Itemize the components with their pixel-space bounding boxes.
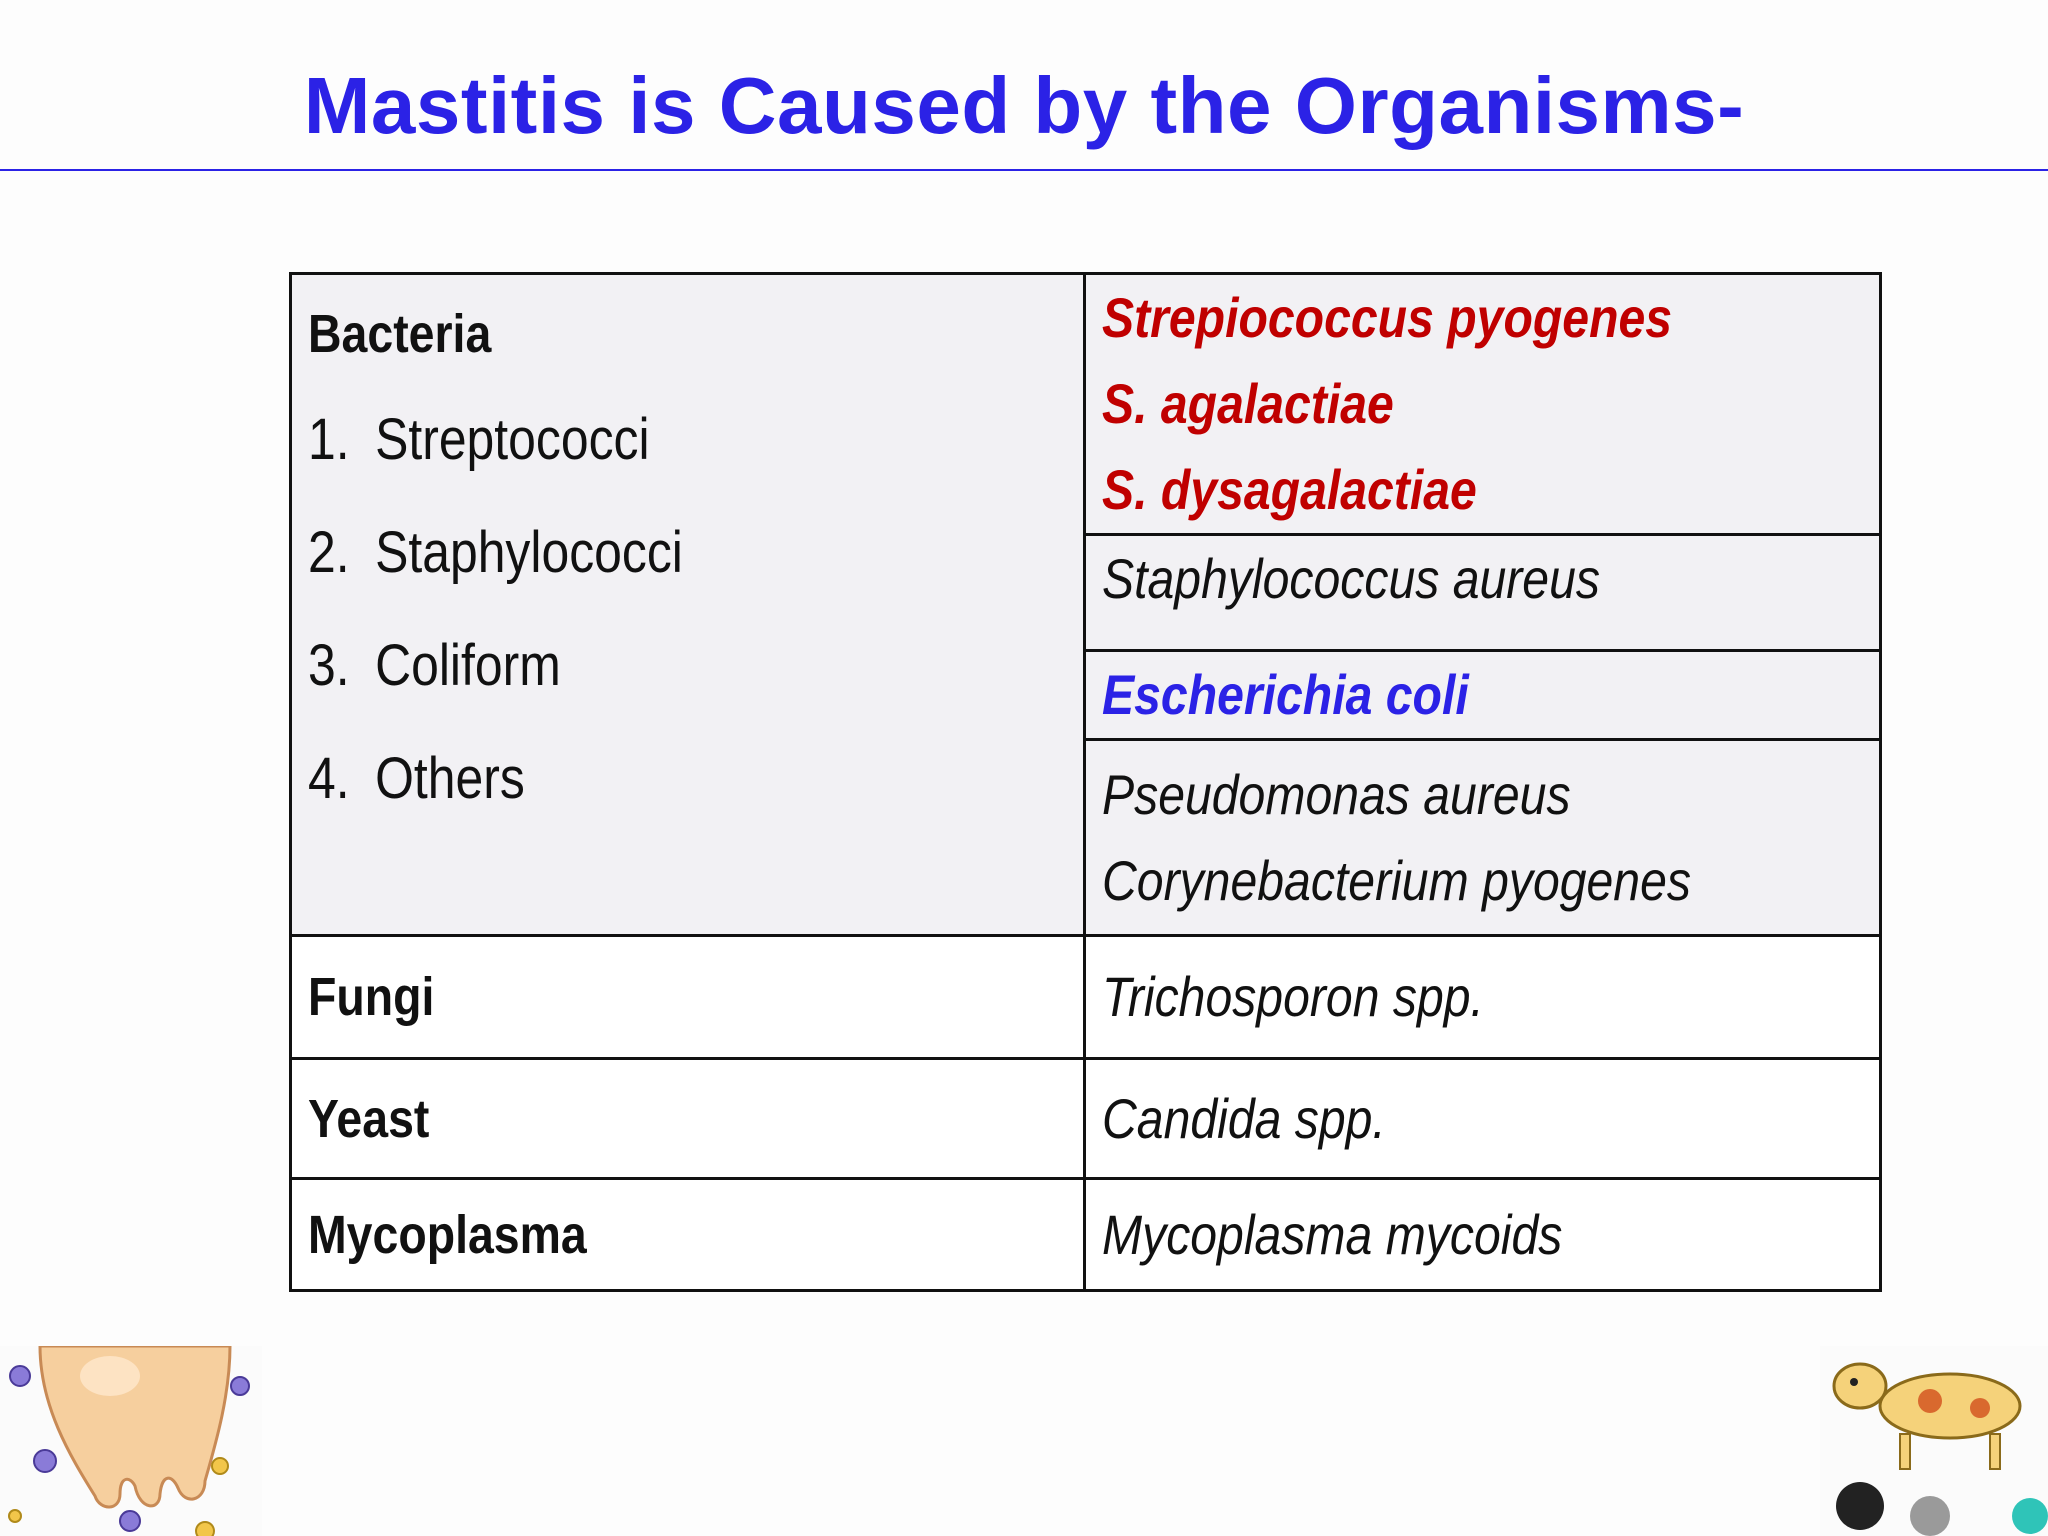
organism-name: Pseudomonas aureus xyxy=(1102,762,1571,826)
streptococci-organisms-cell xyxy=(1085,274,1881,535)
fungi-category-cell xyxy=(291,936,1085,1059)
organism-name: S. agalactiae xyxy=(1102,372,1394,435)
bacteria-list xyxy=(308,405,1067,857)
list-number: 2. xyxy=(308,520,350,585)
list-label: Streptococci xyxy=(375,407,650,472)
cow-illustration xyxy=(1820,1346,2048,1536)
organism-name: Corynebacterium pyogenes xyxy=(1102,848,1691,912)
other-organisms-cell xyxy=(1085,740,1881,936)
organism-name: S. dysagalactiae xyxy=(1102,458,1477,521)
list-item xyxy=(308,405,961,518)
list-number: 3. xyxy=(308,633,350,698)
list-label: Coliform xyxy=(375,633,561,698)
list-item xyxy=(308,518,961,631)
category-label: Fungi xyxy=(308,967,435,1027)
category-label: Mycoplasma xyxy=(308,1204,587,1265)
mycoplasma-category-cell xyxy=(291,1179,1085,1291)
organism-name: Staphylococcus aureus xyxy=(1102,547,1600,610)
list-number: 1. xyxy=(308,407,350,472)
organism-name: Escherichia coli xyxy=(1102,663,1469,726)
bacteria-category-cell xyxy=(291,274,1085,936)
yeast-category-cell xyxy=(291,1059,1085,1179)
list-item xyxy=(308,631,961,744)
list-item xyxy=(308,744,961,857)
title-divider xyxy=(0,169,2048,171)
staphylococci-organisms-cell xyxy=(1085,535,1881,651)
organism-name: Trichosporon spp. xyxy=(1102,965,1484,1028)
fungi-organism-cell xyxy=(1085,936,1881,1059)
organism-name: Candida spp. xyxy=(1102,1086,1386,1150)
bacteria-label: Bacteria xyxy=(308,304,492,364)
mycoplasma-organism-cell xyxy=(1085,1179,1881,1291)
coliform-organisms-cell xyxy=(1085,651,1881,740)
list-label: Staphylococci xyxy=(375,520,683,585)
organism-name: Mycoplasma mycoids xyxy=(1102,1202,1563,1266)
list-number: 4. xyxy=(308,746,350,811)
udder-illustration xyxy=(0,1346,262,1536)
slide-title: Mastitis is Caused by the Organisms- xyxy=(303,61,1745,150)
category-label: Yeast xyxy=(308,1088,430,1149)
organism-name: Strepiococcus pyogenes xyxy=(1102,286,1673,349)
yeast-organism-cell xyxy=(1085,1059,1881,1179)
list-label: Others xyxy=(375,746,525,811)
organisms-table xyxy=(289,272,1882,1292)
